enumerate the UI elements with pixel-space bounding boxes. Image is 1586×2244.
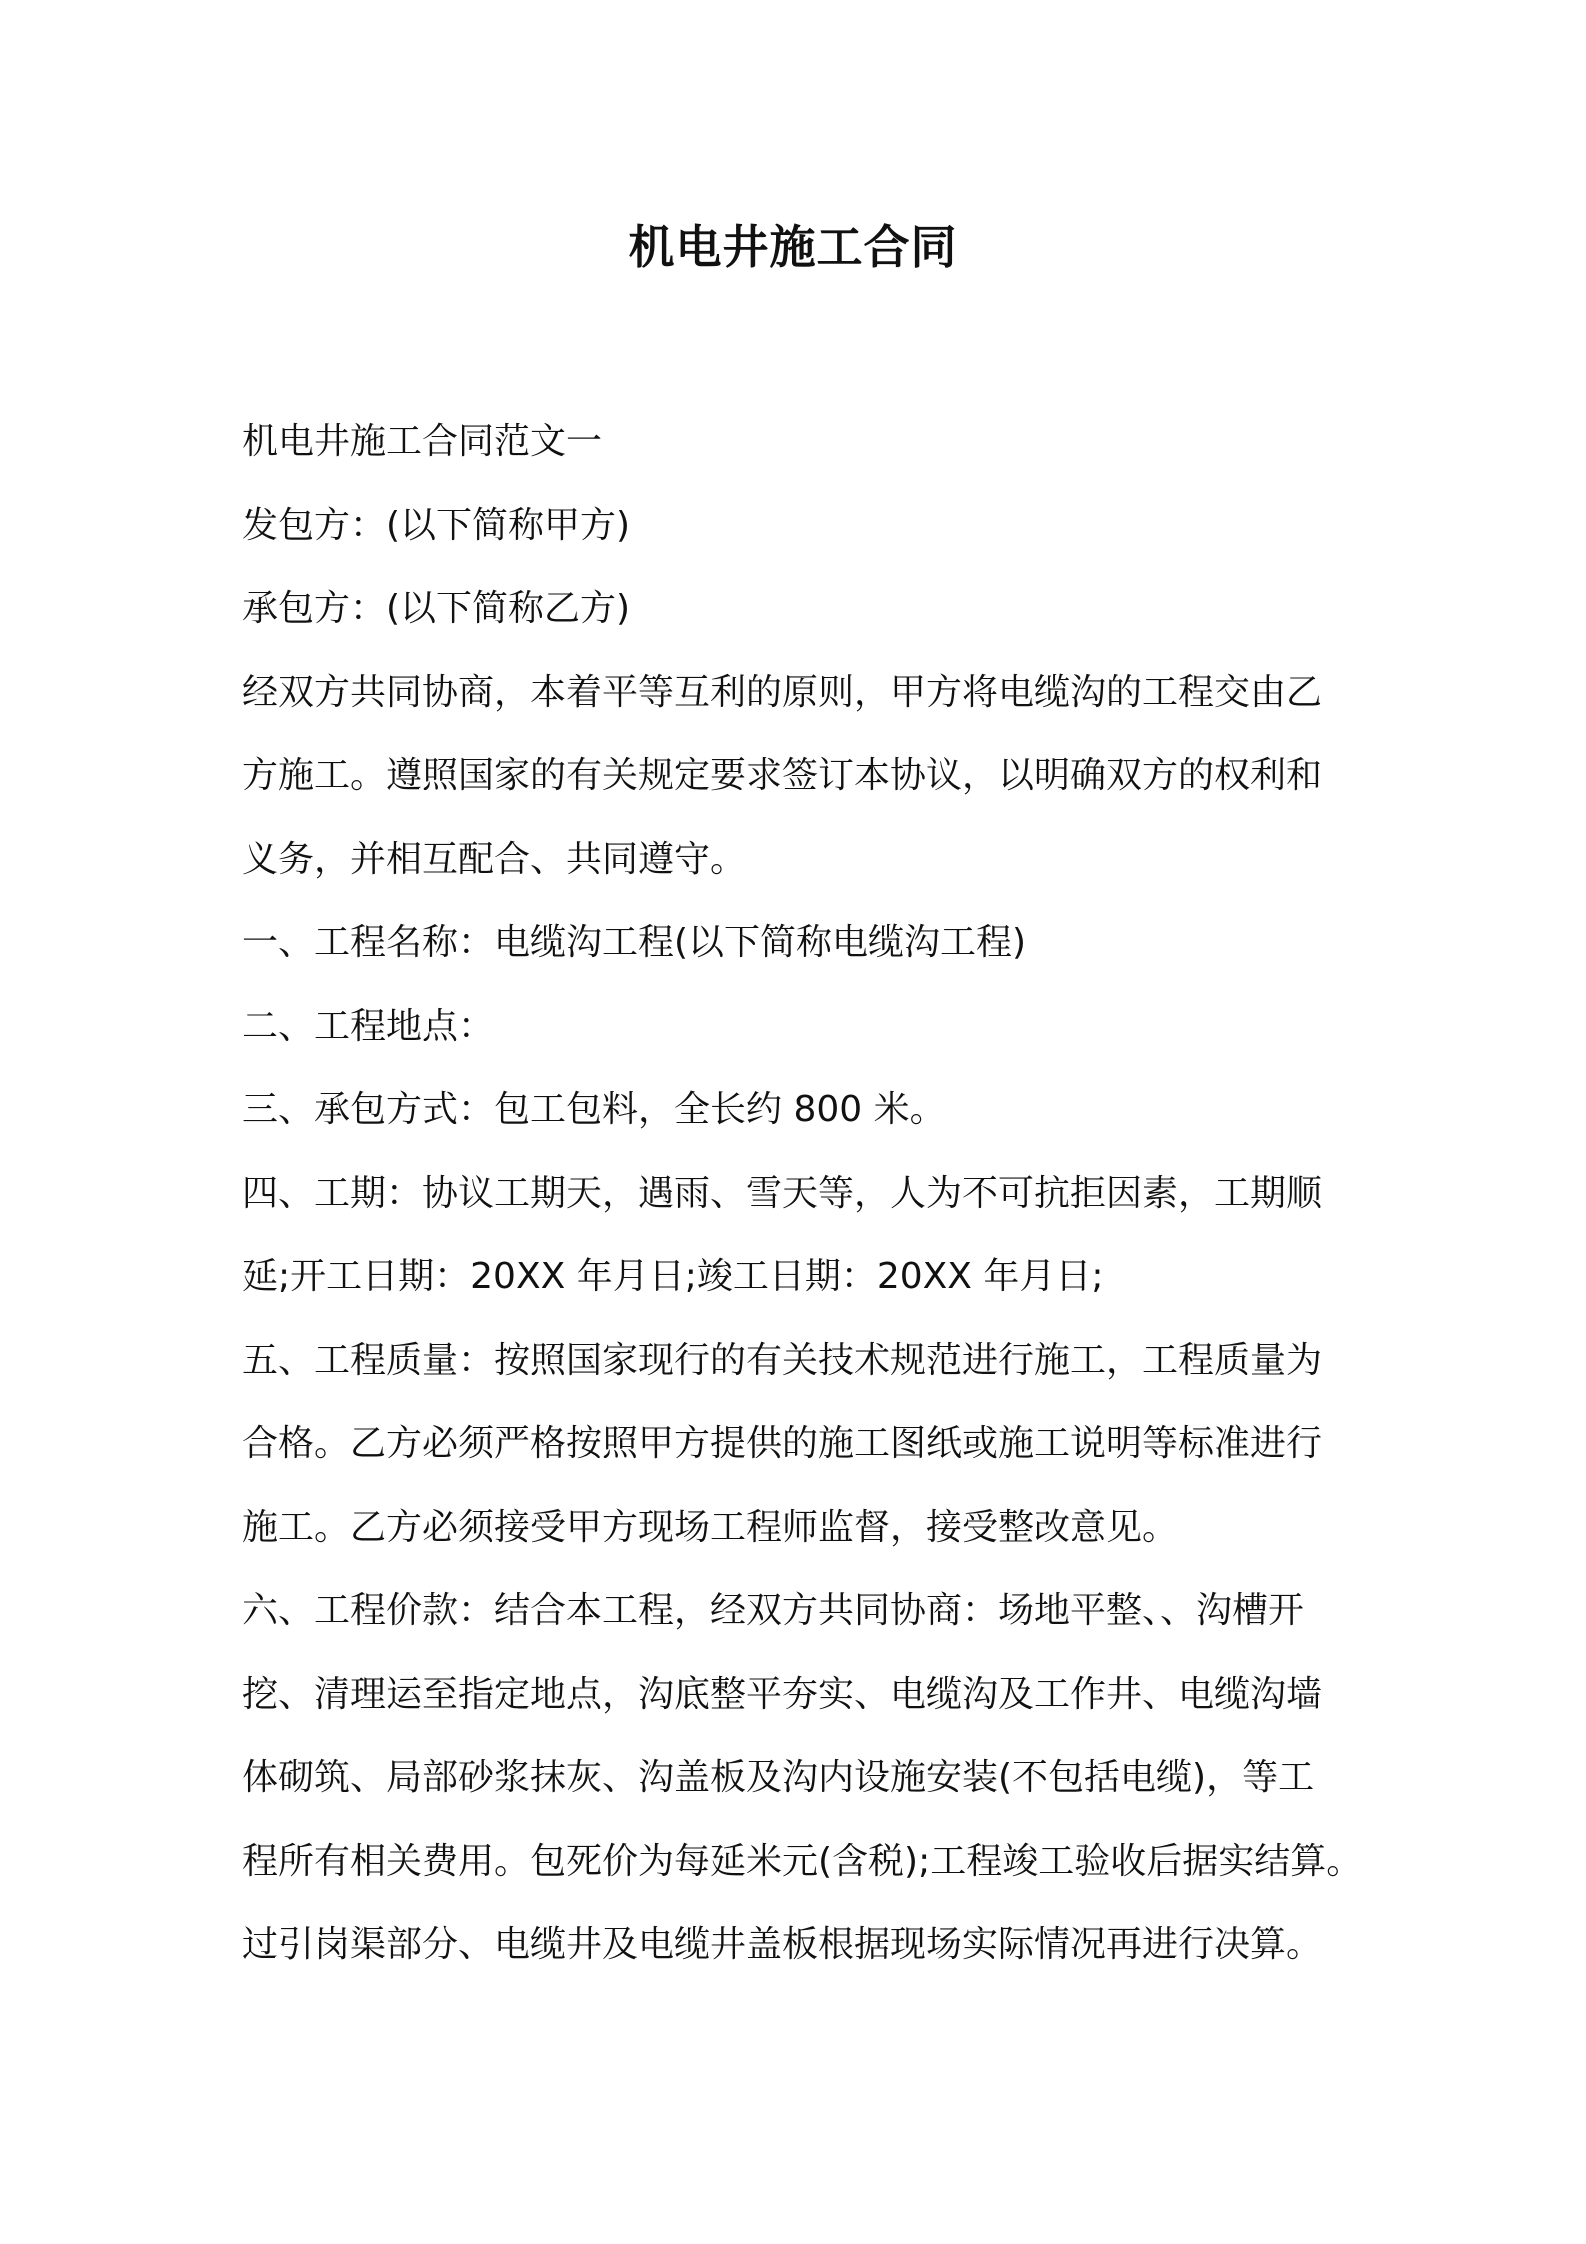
clause-3-line: 三、承包方式：包工包料，全长约 800 米。	[242, 1089, 946, 1130]
document-title: 机电井施工合同	[628, 220, 958, 274]
clause-6-line-1: 六、工程价款：结合本工程，经双方共同协商：场地平整、、沟槽开	[242, 1590, 1305, 1631]
clause-6-line-3: 体砌筑、局部砂浆抹灰、沟盖板及沟内设施安装(不包括电缆)，等工	[242, 1757, 1315, 1798]
clause-5-line-1: 五、工程质量：按照国家现行的有关技术规范进行施工，工程质量为	[242, 1339, 1323, 1381]
party-b-line: 承包方：(以下简称乙方)	[242, 588, 631, 629]
clause-6-line-4: 程所有相关费用。包死价为每延米元(含税);工程竣工验收后据实结算。	[242, 1840, 1363, 1882]
clause-4-line-1: 四、工期：协议工期天，遇雨、雪天等，人为不可抗拒因素，工期顺	[242, 1172, 1323, 1214]
preamble-line-1: 经双方共同协商，本着平等互利的原则，甲方将电缆沟的工程交由乙	[242, 671, 1323, 713]
preamble-line-3: 义务，并相互配合、共同遵守。	[242, 838, 747, 880]
document-body	[242, 400, 1363, 1987]
clause-1-line: 一、工程名称：电缆沟工程(以下简称电缆沟工程)	[242, 922, 1027, 963]
preamble-line-2: 方施工。遵照国家的有关规定要求签订本协议，以明确双方的权利和	[242, 755, 1323, 796]
clause-4-line-2: 延;开工日期：20XX 年月日;竣工日期：20XX 年月日;	[242, 1256, 1104, 1297]
clause-5-line-3: 施工。乙方必须接受甲方现场工程师监督，接受整改意见。	[242, 1506, 1179, 1548]
clause-5-line-2: 合格。乙方必须严格按照甲方提供的施工图纸或施工说明等标准进行	[242, 1423, 1323, 1464]
clause-6-line-2: 挖、清理运至指定地点，沟底整平夯实、电缆沟及工作井、电缆沟墙	[242, 1673, 1323, 1715]
party-a-line: 发包方：(以下简称甲方)	[242, 504, 631, 546]
clause-2-line: 二、工程地点：	[242, 1005, 495, 1047]
subtitle-line: 机电井施工合同范文一	[242, 421, 603, 462]
clause-6-line-5: 过引岗渠部分、电缆井及电缆井盖板根据现场实际情况再进行决算。	[242, 1924, 1323, 1965]
